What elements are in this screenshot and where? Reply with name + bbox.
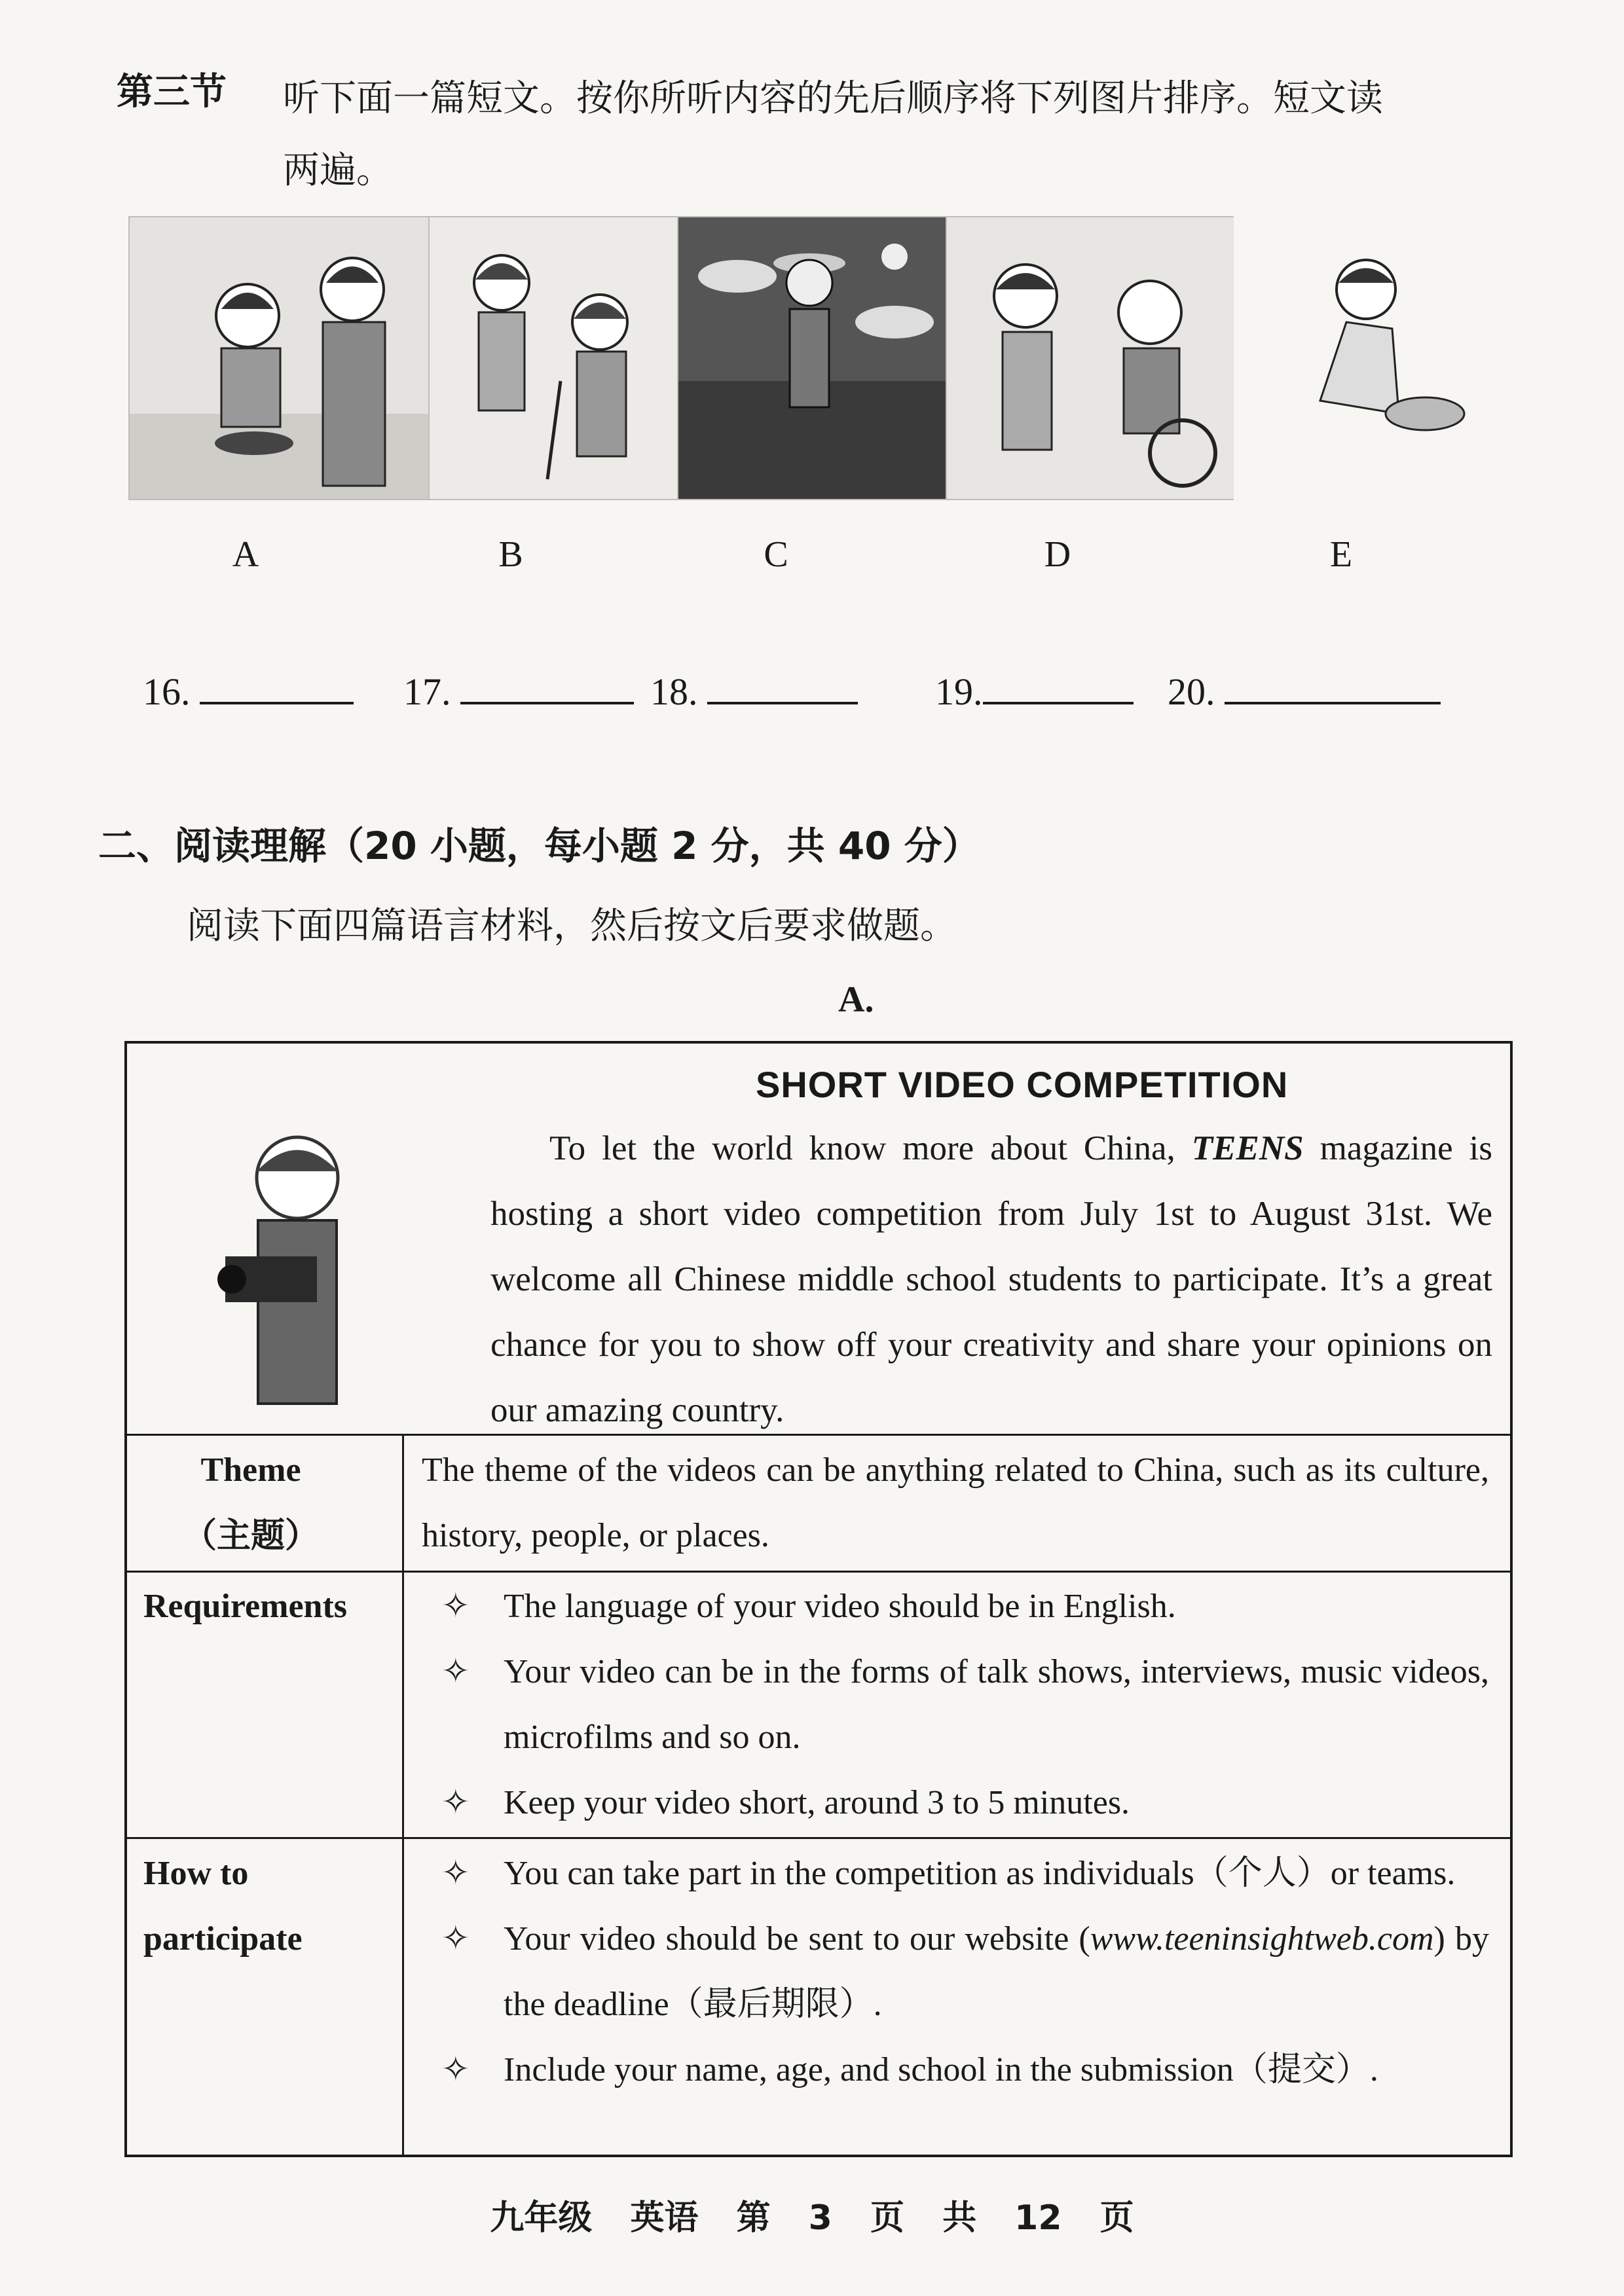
intro-text-start: To let the world know more about China, (549, 1129, 1192, 1167)
participate-text: ) by the deadline（最后期限）. (504, 1920, 1489, 2023)
picture-a-cooking (128, 216, 431, 500)
picture-letter-a: A (232, 534, 259, 575)
instruction-line-1: 听下面一篇短文。按你所听内容的先后顺序将下列图片排序。短文读 (283, 77, 1383, 120)
requirements-content (422, 1574, 1489, 1836)
website-link[interactable]: www.teeninsightweb.com (1090, 1920, 1434, 1958)
competition-title: SHORT VIDEO COMPETITION (756, 1064, 1289, 1105)
part2-title: 二、阅读理解（20 小题，每小题 2 分，共 40 分） (98, 824, 980, 868)
boy-with-camera-image (212, 1125, 382, 1420)
requirement-item (422, 1770, 1489, 1836)
participate-text: You can take part in the competition as individuals（个人）or teams. (504, 1855, 1456, 1892)
footer-subject: 英语 (630, 2198, 699, 2238)
theme-label-en: Theme (200, 1451, 301, 1489)
footer-page: 第 3 页 (736, 2198, 904, 2238)
blank-17[interactable] (403, 668, 634, 714)
instruction-line-2: 两遍。 (283, 149, 393, 192)
requirement-item (422, 1574, 1489, 1639)
picture-letter-d: D (1044, 534, 1071, 575)
bullet-icon: ✧ (441, 1653, 470, 1690)
requirement-text: The language of your video should be in English. (504, 1588, 1176, 1625)
blank-number: 16. (143, 670, 191, 713)
intro-paragraph (490, 1116, 1492, 1443)
passage-label: A. (838, 979, 874, 1020)
bullet-icon: ✧ (441, 1855, 470, 1892)
requirements-label: Requirements (143, 1588, 348, 1625)
picture-b-planting (428, 216, 680, 500)
page-footer (0, 2190, 1624, 2239)
blank-20[interactable] (1168, 668, 1441, 714)
theme-label-cn: （主题） (183, 1516, 320, 1556)
blank-19[interactable] (935, 668, 1134, 714)
blank-number: 20. (1168, 670, 1215, 713)
picture-letter-b: B (498, 534, 523, 575)
picture-e-washing (1234, 216, 1511, 500)
footer-grade: 九年级 (490, 2198, 593, 2238)
picture-letter-e: E (1329, 534, 1353, 575)
competition-intro (490, 1116, 1492, 1443)
footer-total: 共 12 页 (942, 2198, 1134, 2238)
blank-number: 19. (935, 670, 983, 713)
participate-item (422, 2037, 1489, 2103)
participate-label (143, 1841, 303, 1972)
participate-item (422, 1841, 1489, 1906)
competition-table (124, 1041, 1513, 2157)
intro-text-end: magazine is hosting a short video competition from July 1st to August 31st. We welcome all Chinese middle school students to participate. It’s a great chance for you to show off your creativity and share your opinions on our amazing country. (490, 1129, 1492, 1429)
requirement-item (422, 1639, 1489, 1770)
participate-text: Include your name, age, and school in the submission（提交）. (504, 2051, 1378, 2088)
magazine-name: TEENS (1191, 1129, 1304, 1167)
bullet-icon: ✧ (441, 1784, 470, 1821)
bullet-icon: ✧ (441, 1588, 470, 1625)
blank-18[interactable] (650, 668, 858, 714)
participate-content (422, 1841, 1489, 2103)
bullet-icon: ✧ (441, 2051, 470, 2088)
participate-label-line1: How to (143, 1855, 249, 1892)
picture-letter-c: C (764, 534, 788, 575)
part2-instruction: 阅读下面四篇语言材料，然后按文后要求做题。 (187, 905, 957, 947)
section-instruction (283, 63, 1547, 207)
requirement-text: Your video can be in the forms of talk shows, interviews, music videos, microfilms and so on. (504, 1653, 1489, 1756)
requirement-text: Keep your video short, around 3 to 5 minutes. (504, 1784, 1130, 1821)
participate-item (422, 1906, 1489, 2037)
picture-c-farmer (677, 216, 948, 500)
picture-d-elderly (946, 216, 1236, 500)
theme-label (183, 1438, 319, 1569)
blank-number: 18. (650, 670, 698, 713)
blank-number: 17. (403, 670, 451, 713)
blank-16[interactable] (143, 668, 354, 714)
theme-content: The theme of the videos can be anything related to China, such as its culture, history, people, or places. (422, 1451, 1489, 1554)
bullet-icon: ✧ (441, 1920, 470, 1958)
participate-label-line2: participate (143, 1920, 303, 1958)
participate-text: Your video should be sent to our website ( (504, 1920, 1090, 1958)
section-label: 第三节 (117, 71, 227, 113)
